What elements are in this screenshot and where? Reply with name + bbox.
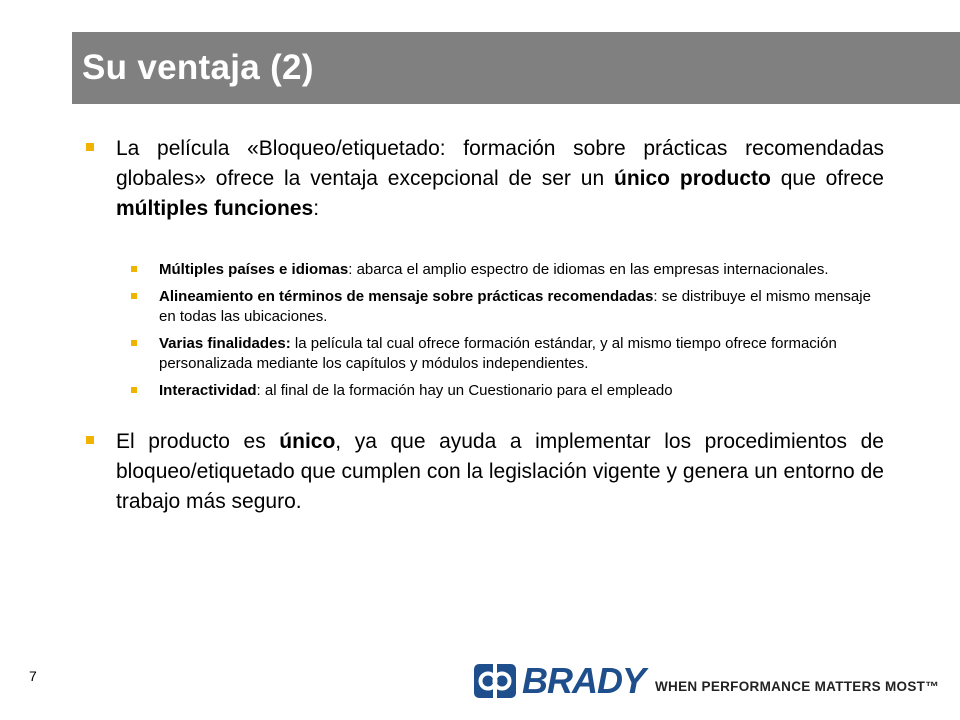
bullet-square-icon — [131, 340, 137, 346]
bullet-square-icon — [86, 143, 94, 151]
brand-name: BRADY — [522, 660, 646, 701]
bullet-single-product: La película «Bloqueo/etiquetado: formación sobre prácticas recomendadas globales» ofrece la ventaja excepcional de ser un único producto que ofrece múltiples funciones: — [84, 134, 884, 224]
sub-bullet-multiple-purposes: Varias finalidades: la película tal cual ofrece formación estándar, y al mismo tiempo ofrece formación personalizada mediante los capítulos y módulos independientes. — [84, 334, 884, 374]
sub-bullet-countries-languages: Múltiples países e idiomas: abarca el amplio espectro de idiomas en las empresas internacionales. — [84, 260, 884, 280]
page-number: 7 — [29, 668, 37, 684]
bullet-square-icon — [131, 387, 137, 393]
brand-tagline: WHEN PERFORMANCE MATTERS MOST™ — [655, 678, 940, 694]
bullet-square-icon — [131, 293, 137, 299]
brady-logo — [474, 660, 939, 702]
bullet-unique-product: El producto es único, ya que ayuda a implementar los procedimientos de bloqueo/etiquetado que cumplen con la legislación vigente y genera un entorno de trabajo más seguro. — [84, 427, 884, 517]
slide-title: Su ventaja (2) — [82, 48, 314, 87]
bullet-square-icon — [131, 266, 137, 272]
sub-bullet-message-alignment: Alineamiento en términos de mensaje sobre prácticas recomendadas: se distribuye el mismo mensaje en todas las ubicaciones. — [84, 287, 884, 327]
sub-bullet-interactivity: Interactividad: al final de la formación hay un Cuestionario para el empleado — [84, 381, 884, 401]
title-bar — [72, 32, 960, 104]
bullet-square-icon — [86, 436, 94, 444]
functions-sublist — [84, 260, 884, 401]
slide-content — [84, 134, 884, 517]
brady-b-mark-icon — [474, 664, 516, 698]
